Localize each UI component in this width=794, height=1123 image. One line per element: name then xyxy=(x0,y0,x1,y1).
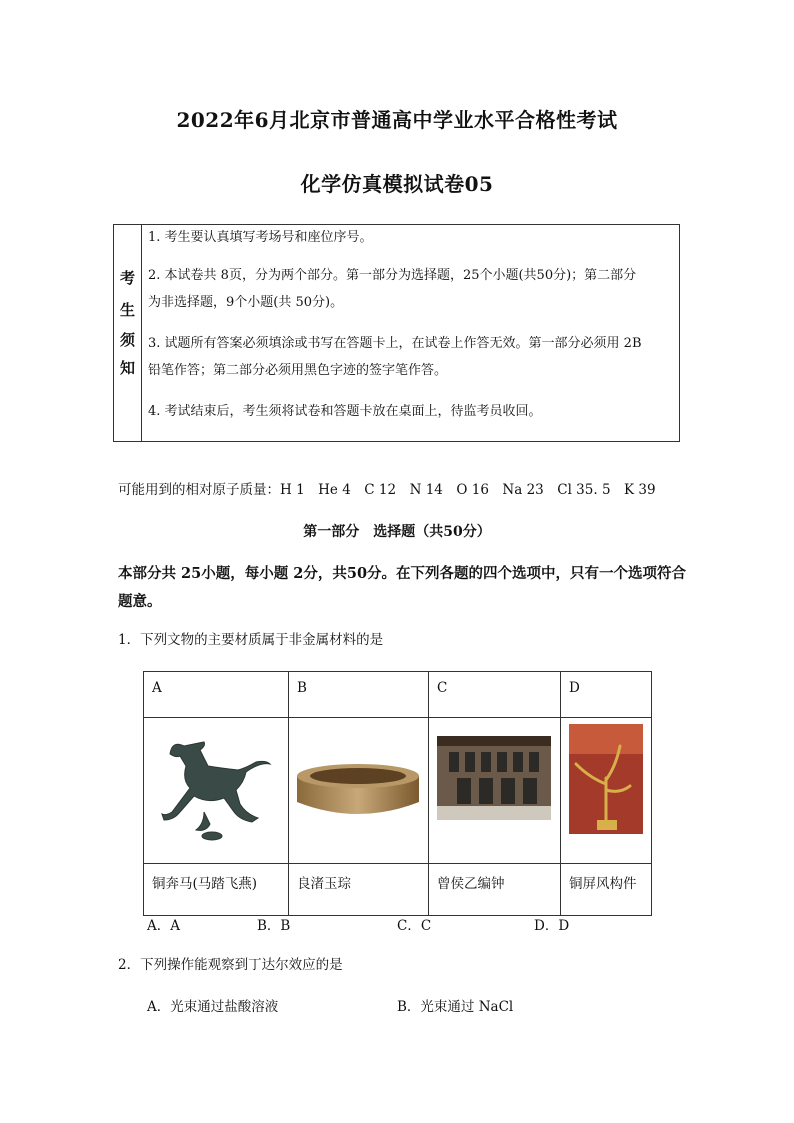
atomic-masses: 可能用到的相对原子质量：H 1 He 4 C 12 N 14 O 16 Na 23 Cl 35. 5 K 39 xyxy=(118,482,656,498)
notice-label-char: 生 xyxy=(119,301,135,319)
question-2-stem: 2．下列操作能观察到丁达尔效应的是 xyxy=(118,957,343,973)
part1-instruction-cont: 题意。 xyxy=(118,593,162,610)
bronze-horse-image xyxy=(144,718,288,859)
notice-item: 2. 本试卷共 8页，分为两个部分。第一部分为选择题，25个小题(共50分)；第二部分 xyxy=(148,268,637,283)
bianzhong-image-cell xyxy=(429,718,561,864)
notice-item: 为非选择题，9个小题(共 50分)。 xyxy=(148,295,344,310)
notice-label-char: 知 xyxy=(119,359,135,377)
exam-title: 2022年6月北京市普通高中学业水平合格性考试 xyxy=(176,108,618,132)
option-caption: 铜屏风构件 xyxy=(561,864,652,916)
question-1-stem: 1．下列文物的主要材质属于非金属材料的是 xyxy=(118,632,384,648)
exam-subtitle: 化学仿真模拟试卷05 xyxy=(300,172,494,196)
notice-item: 3. 试题所有答案必须填涂或书写在答题卡上，在试卷上作答无效。第一部分必须用 2B xyxy=(148,336,642,351)
question-1-option-d: D．D xyxy=(534,918,570,934)
option-caption: 曾侯乙编钟 xyxy=(429,864,561,916)
notice-item: 4. 考试结束后，考生须将试卷和答题卡放在桌面上，待监考员收回。 xyxy=(148,404,542,419)
notice-label-column xyxy=(114,225,142,441)
option-header: C xyxy=(429,672,561,718)
part1-heading: 第一部分 选择题（共50分） xyxy=(303,524,491,540)
option-header: B xyxy=(289,672,429,718)
jade-cong-image xyxy=(289,718,428,859)
option-caption: 良渚玉琮 xyxy=(289,864,429,916)
part1-instruction: 本部分共 25小题，每小题 2分，共50分。在下列各题的四个选项中，只有一个选项符合 xyxy=(118,565,687,582)
bronze-horse-image-cell xyxy=(144,718,289,864)
bianzhong-image xyxy=(429,718,560,859)
notice-label-char: 须 xyxy=(119,331,135,349)
option-header: A xyxy=(144,672,289,718)
notice-box xyxy=(113,224,680,442)
notice-item: 铅笔作答；第二部分必须用黑色字迹的签字笔作答。 xyxy=(148,363,448,378)
notice-label-char: 考 xyxy=(119,269,135,287)
option-caption: 铜奔马(马踏飞燕) xyxy=(144,864,289,916)
notice-item: 1. 考生要认真填写考场号和座位序号。 xyxy=(148,230,373,245)
question-2-option-a: A．光束通过盐酸溶液 xyxy=(147,999,279,1015)
question-1-option-b: B．B xyxy=(257,918,291,934)
question-2-option-b: B．光束通过 NaCl xyxy=(397,999,514,1015)
question-1-option-a: A．A xyxy=(147,918,180,934)
question-1-table xyxy=(143,671,652,916)
jade-cong-image-cell xyxy=(289,718,429,864)
option-header: D xyxy=(561,672,652,718)
bronze-screen-image xyxy=(561,718,651,859)
bronze-screen-image-cell xyxy=(561,718,652,864)
question-1-option-c: C．C xyxy=(397,918,432,934)
